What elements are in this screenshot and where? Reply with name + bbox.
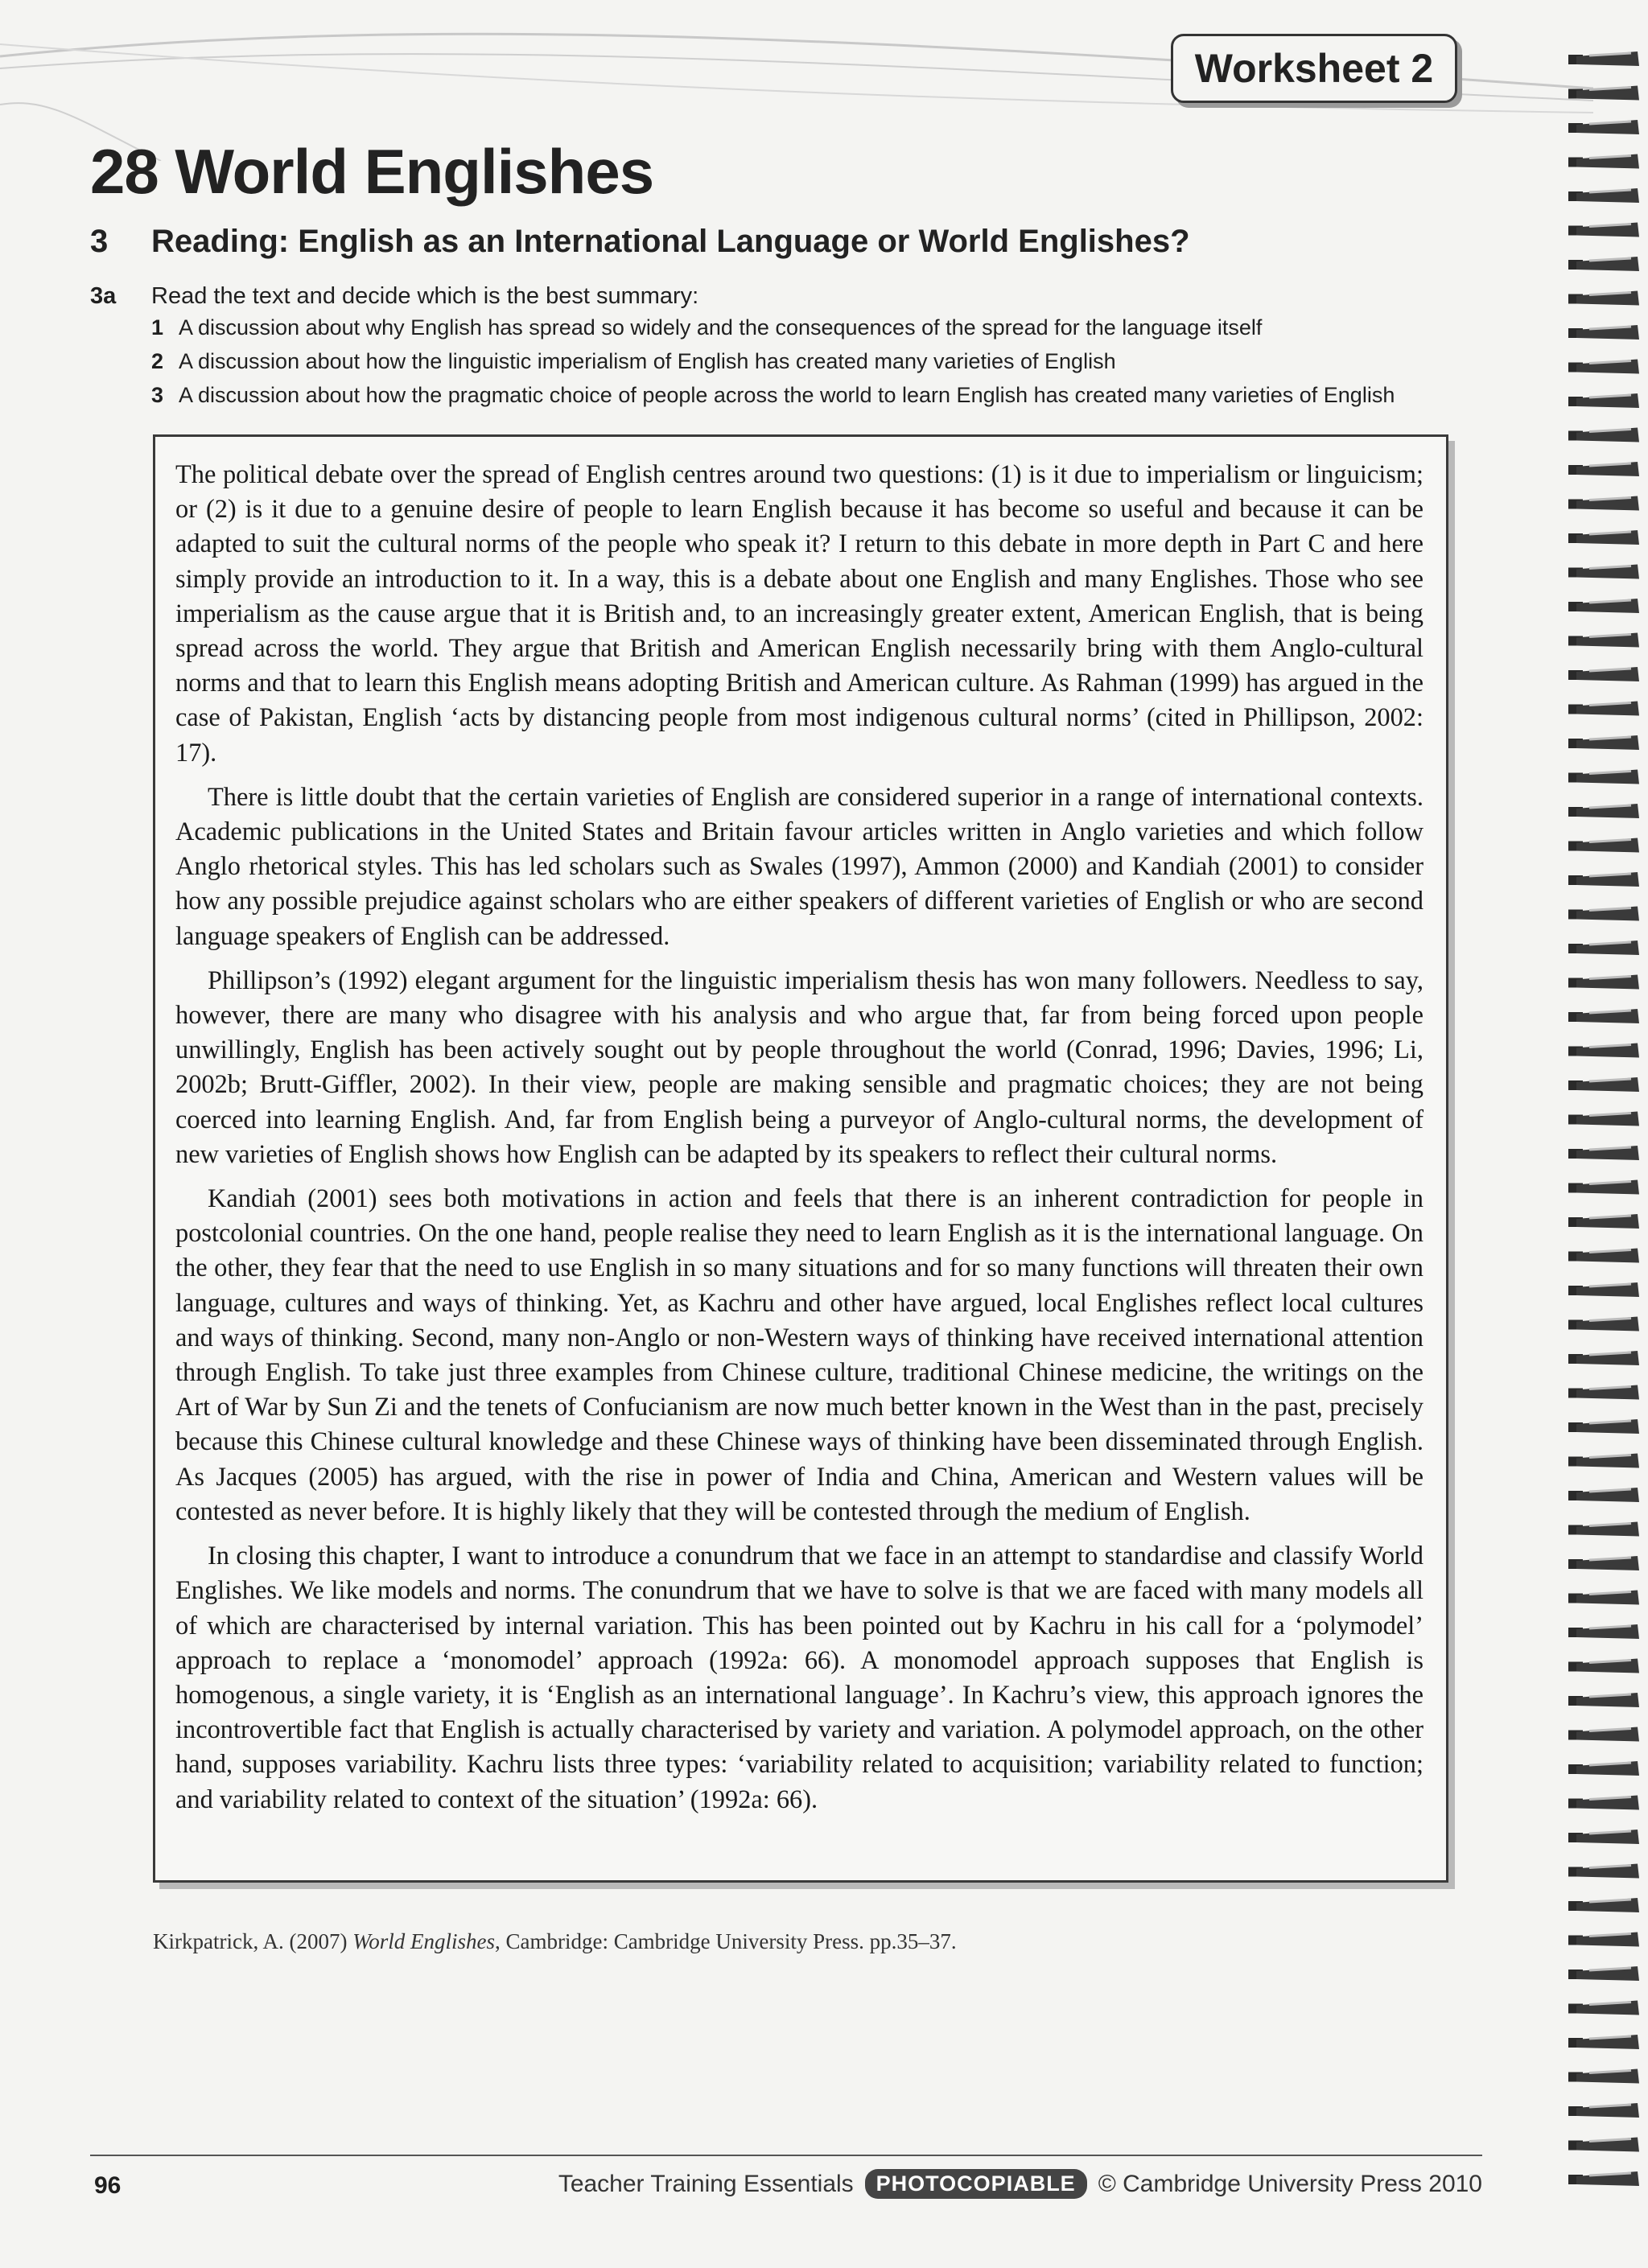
binding-coil (1568, 1830, 1639, 1844)
binding-coil (1568, 1591, 1639, 1605)
option-number: 2 (151, 349, 164, 373)
binding-coil (1568, 1556, 1639, 1570)
binding-coil (1568, 120, 1639, 134)
binding-coil (1568, 496, 1639, 511)
copyright-notice: © Cambridge University Press 2010 (1098, 2170, 1482, 2197)
binding-coil (1568, 565, 1639, 579)
source-citation (153, 1929, 957, 1954)
binding-coil (1568, 975, 1639, 990)
binding-coil (1568, 291, 1639, 306)
binding-coil (1568, 1249, 1639, 1263)
footer-credits (558, 2169, 1482, 2199)
binding-coil (1568, 2069, 1639, 2084)
binding-coil (1568, 1522, 1639, 1537)
binding-coil (1568, 86, 1639, 101)
binding-coil (1568, 154, 1639, 169)
binding-coil (1568, 735, 1639, 750)
binding-coil (1568, 1761, 1639, 1776)
binding-coil (1568, 2001, 1639, 2015)
binding-coil (1568, 1454, 1639, 1468)
binding-coil (1568, 1864, 1639, 1879)
binding-coil (1568, 1214, 1639, 1229)
option-text: A discussion about how the pragmatic choice of people across the world to learn English has created many varieties of English (179, 383, 1395, 407)
binding-coil (1568, 804, 1639, 818)
binding-coil (1568, 1796, 1639, 1810)
binding-coil (1568, 1282, 1639, 1297)
binding-coil (1568, 1077, 1639, 1092)
summary-option (151, 315, 1395, 349)
binding-coil (1568, 633, 1639, 648)
passage-paragraph: The political debate over the spread of English centres around two questions: (1) is it due to imperialism or linguicism; or (2) is it due to a genuine desire of people to learn English because it has become so useful and because it can be adapted to suit the cultural norms of the people who speak it? I return to this debate in more depth in Part C and here simply provide an introduction to it. In a way, this is a debate about one English and many Englishes. Those who see imperialism as the cause argue that it is British and, to an increasingly greater extent, American English, that is being spread across the world. They argue that British and American English necessarily bring with them Anglo-cultural norms and that to learn this English means adopting British and American culture. As Rahman (1999) has argued in the case of Pakistan, English ‘acts by distancing people from most indigenous cultural norms’ (cited in Phillipson, 2002: 17). (175, 460, 1423, 768)
binding-coil (1568, 393, 1639, 408)
binding-coil (1568, 1966, 1639, 1981)
binding-coil (1568, 1488, 1639, 1502)
citation-publisher: , Cambridge: Cambridge University Press. pp.35–37. (494, 1929, 957, 1953)
worksheet-tab (1171, 34, 1457, 103)
section-heading: Reading: English as an International Language or World Englishes? (151, 224, 1190, 259)
spiral-binding-decoration (1565, 48, 1646, 2204)
task-number: 3a (90, 283, 117, 309)
binding-coil (1568, 872, 1639, 887)
binding-coil (1568, 1727, 1639, 1742)
binding-coil (1568, 530, 1639, 545)
unit-title: 28 World Englishes (90, 136, 654, 207)
binding-coil (1568, 1146, 1639, 1160)
page-number: 96 (94, 2172, 122, 2199)
binding-coil (1568, 2138, 1639, 2152)
binding-coil (1568, 1112, 1639, 1126)
binding-coil (1568, 667, 1639, 681)
binding-coil (1568, 770, 1639, 784)
binding-coil (1568, 428, 1639, 442)
task-instruction: Read the text and decide which is the best summary: (151, 283, 699, 309)
passage-paragraph: Phillipson’s (1992) elegant argument for the linguistic imperialism thesis has won many followers. Needless to say, however, there are many who disagree with his analysis and who argue that, far from being forced upon people unwillingly, English has been actively sought out by people throughout the world (Conrad, 1996; Davies, 1996; Li, 2002b; Brutt-Giffler, 2002). In their view, people are making sensible and pragmatic choices; they are not being coerced into learning English. And, far from English being a purveyor of Anglo-cultural norms, the development of new varieties of English shows how English can be adapted by its speakers to reflect their cultural norms. (175, 965, 1423, 1169)
worksheet-tab-label: Worksheet 2 (1194, 46, 1434, 91)
summary-option (151, 349, 1395, 383)
binding-coil (1568, 1180, 1639, 1195)
binding-coil (1568, 1317, 1639, 1332)
binding-coil (1568, 1898, 1639, 1912)
reading-passage-box (153, 434, 1448, 1883)
binding-coil (1568, 360, 1639, 374)
option-text: A discussion about why English has spread so widely and the consequences of the spread for the language itself (179, 315, 1263, 340)
binding-coil (1568, 702, 1639, 716)
binding-coil (1568, 1624, 1639, 1639)
binding-coil (1568, 2103, 1639, 2118)
summary-options-list (151, 315, 1395, 417)
binding-coil (1568, 462, 1639, 476)
binding-coil (1568, 1385, 1639, 1400)
footer-divider (90, 2155, 1482, 2156)
passage-paragraph: Kandiah (2001) sees both motivations in action and feels that there is an inherent contradiction for people in postcolonial countries. On the one hand, people realise they need to learn English as it is the international language. On the other, they fear that the need to use English in so many situations and for so many functions will threaten their own language, cultures and ways of thinking. Yet, as Kachru and other have argued, local Englishes reflect local cultures and ways of thinking. Second, many non-Anglo or non-Western ways of thinking have received international attention through English. To take just three examples from Chinese culture, traditional Chinese medicine, the writings on the Art of War by Sun Zi and the tenets of Confucianism are now much better known in the West than in the past, precisely because this Chinese cultural knowledge and these Chinese ways of thinking have been disseminated through English. As Jacques (2005) has argued, with the rise in power of India and China, American and Western values will be contested as never before. It is highly likely that they will be contested through the medium of English. (175, 1184, 1423, 1526)
binding-coil (1568, 1351, 1639, 1365)
binding-coil (1568, 188, 1639, 203)
option-text: A discussion about how the linguistic imperialism of English has created many varieties of English (179, 349, 1116, 373)
binding-coil (1568, 1693, 1639, 1707)
binding-coil (1568, 599, 1639, 613)
option-number: 3 (151, 383, 164, 407)
binding-coil (1568, 223, 1639, 237)
binding-coil (1568, 1933, 1639, 1947)
binding-coil (1568, 838, 1639, 853)
passage-paragraph: There is little doubt that the certain varieties of English are considered superior in a range of international contexts. Academic publications in the United States and Britain favour articles written in Anglo varieties and which follow Anglo rhetorical styles. This has led scholars such as Swales (1997), Ammon (2000) and Kandiah (2001) to consider how any possible prejudice against scholars who are either speakers of different varieties of English or who are second language speakers of English can be addressed. (175, 782, 1423, 951)
binding-coil (1568, 1009, 1639, 1023)
binding-coil (1568, 2035, 1639, 2049)
binding-coil (1568, 941, 1639, 955)
passage-paragraph: In closing this chapter, I want to introduce a conundrum that we face in an attempt to standardise and classify World Englishes. We like models and norms. The conundrum that we have to solve is that we are faced with many models all of which are characterised by internal variation. This has been pointed out by Kachru in his call for a ‘polymodel’ approach to replace a ‘monomodel’ approach (1992a: 66). A monomodel approach supposes that English is homogenous, a single variety, it is ‘English as an international language’. In Kachru’s view, this approach ignores the incontrovertible fact that English is actually characterised by variety and variation. A polymodel approach, on the other hand, supposes variability. Kachru lists three types: ‘variability related to acquisition; variability related to function; and variability related to context of the situation’ (1992a: 66). (175, 1541, 1423, 1814)
series-name: Teacher Training Essentials (558, 2170, 854, 2197)
binding-coil (1568, 907, 1639, 921)
section-number: 3 (90, 224, 109, 259)
binding-coil (1568, 51, 1639, 66)
binding-coil (1568, 325, 1639, 340)
option-number: 1 (151, 315, 164, 340)
binding-coil (1568, 1419, 1639, 1434)
summary-option (151, 383, 1395, 417)
citation-author: Kirkpatrick, A. (2007) (153, 1929, 353, 1953)
binding-coil (1568, 1043, 1639, 1058)
photocopiable-badge: PHOTOCOPIABLE (865, 2169, 1087, 2199)
binding-coil (1568, 257, 1639, 271)
binding-coil (1568, 2171, 1639, 2186)
binding-coil (1568, 1659, 1639, 1673)
citation-title: World Englishes (352, 1929, 495, 1953)
